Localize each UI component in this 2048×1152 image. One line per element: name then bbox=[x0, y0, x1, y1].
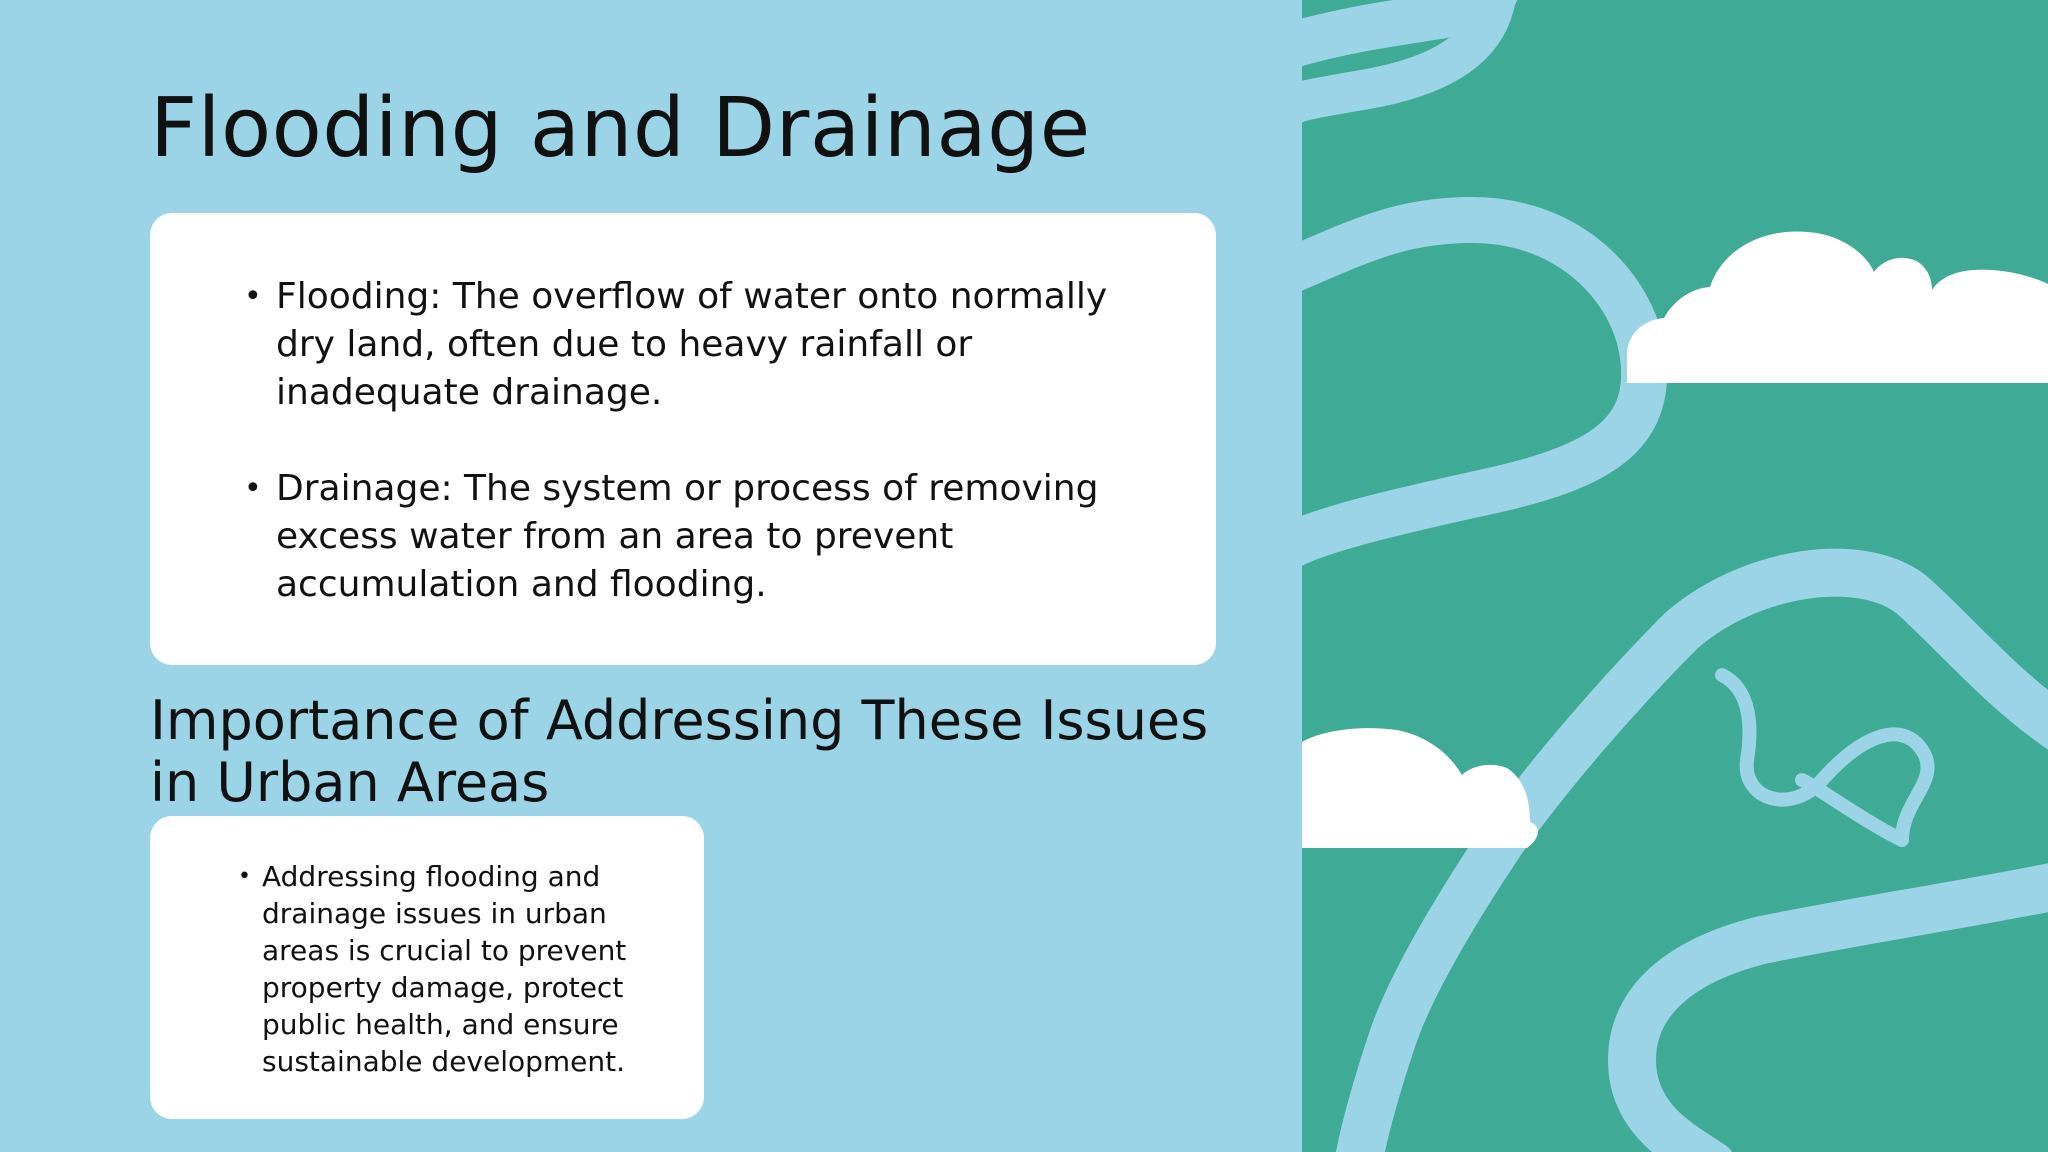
definitions-list bbox=[244, 273, 1176, 609]
slide-title: Flooding and Drainage bbox=[150, 81, 1091, 176]
importance-card bbox=[150, 816, 704, 1119]
definition-flooding: • Flooding: The overflow of water onto normally dry land, often due to heavy rainfall or inadequate drainage. bbox=[244, 273, 1176, 417]
definitions-card bbox=[150, 213, 1216, 665]
importance-point: • Addressing flooding and drainage issues in urban areas is crucial to prevent property damage, protect public health, and ensure sustainable development. bbox=[238, 858, 684, 1080]
importance-list bbox=[238, 858, 684, 1080]
section-heading: Importance of Addressing These Issues in Urban Areas bbox=[150, 689, 1209, 814]
definition-drainage: • Drainage: The system or process of removing excess water from an area to prevent accumulation and flooding. bbox=[244, 465, 1176, 609]
river-landscape-illustration bbox=[1302, 0, 2048, 1152]
